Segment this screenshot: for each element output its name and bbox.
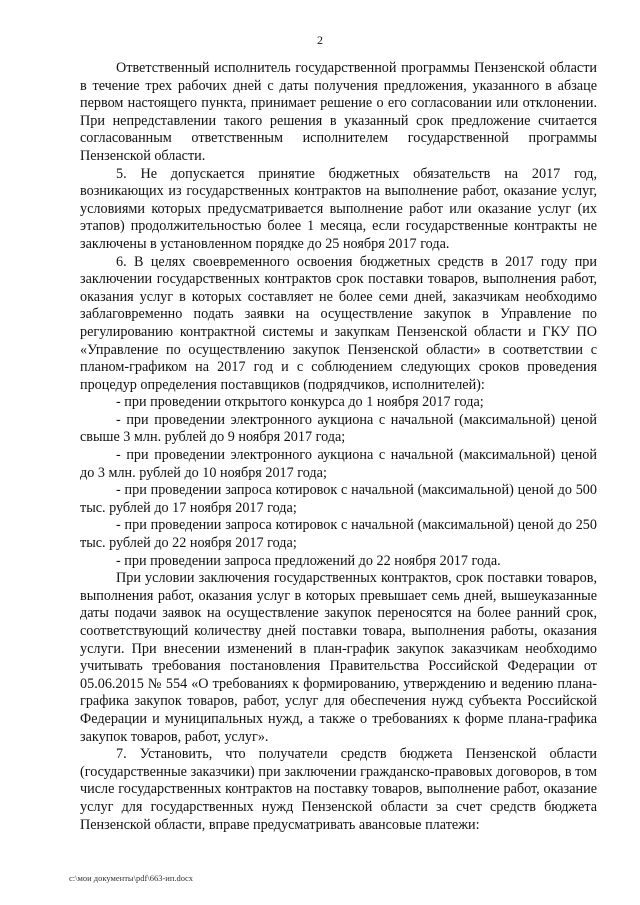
- paragraph-item-5: 5. Не допускается принятие бюджетных обязательств на 2017 год, возникающих из государственных контрактов на выполнение работ, оказание услуг, условиями которых предусматривается выполнение работ или оказание услуг (их этапов) продолжительностью более 1 месяца, если государственные контракты не заключены в установленном порядке до 25 ноября 2017 года.: [80, 165, 597, 252]
- paragraph-item-6: 6. В целях своевременного освоения бюджетных средств в 2017 году при заключении государственных контрактов срок поставки товаров, выполнения работ, оказания услуг в которых составляет не более семи дней, заказчикам необходимо заблаговременно подать заявки на осуществление закупок в Управление по регулированию контрактной системы и закупкам Пензенской области и ГКУ ПО «Управление по осуществлению закупок Пензенской области» в соответствии с планом-графиком на 2017 год и с соблюдением следующих сроков проведения процедур определения поставщиков (подрядчиков, исполнителей):: [80, 253, 597, 393]
- paragraph-deadline-shift: При условии заключения государственных контрактов, срок поставки товаров, выполнения работ, оказания услуг в которых превышает семь дней, вышеуказанные даты подачи заявок на осуществление закупок переносятся на более ранний срок, соответствующий количеству дней поставки товара, выполнения работы, оказания услуги. При внесении изменений в план-график закупок заказчикам необходимо учитывать требования постановления Правительства Российской Федерации от 05.06.2015 № 554 «О требованиях к формированию, утверждению и ведению плана-графика закупок товаров, работ, услуг для обеспечения нужд субъекта Российской Федерации и муниципальных нужд, а также о требованиях к форме плана-графика закупок товаров, работ, услуг».: [80, 570, 597, 745]
- list-item-quotes-250k: - при проведении запроса котировок с начальной (максимальной) ценой до 250 тыс. рублей до 22 ноября 2017 года;: [80, 517, 597, 552]
- paragraph-item-7: 7. Установить, что получатели средств бюджета Пензенской области (государственные заказчики) при заключении гражданско-правовых договоров, в том числе государственных контрактов на поставку товаров, выполнение работ, оказание услуг для государственных нужд Пензенской области за счет средств бюджета Пензенской области, вправе предусматривать авансовые платежи:: [80, 746, 597, 833]
- footer-file-path: c:\мои документы\pdf\663-ип.docx: [69, 873, 194, 883]
- document-body: [80, 60, 597, 834]
- list-item-auction-over-3m: - при проведении электронного аукциона с начальной (максимальной) ценой свыше 3 млн. рублей до 9 ноября 2017 года;: [80, 411, 597, 446]
- page-number: 2: [317, 33, 323, 47]
- list-item-quotes-500k: - при проведении запроса котировок с начальной (максимальной) ценой до 500 тыс. рублей до 17 ноября 2017 года;: [80, 482, 597, 516]
- list-item-proposals: - при проведении запроса предложений до 22 ноября 2017 года.: [116, 552, 501, 569]
- list-item-open-tender: - при проведении открытого конкурса до 1 ноября 2017 года;: [116, 394, 484, 411]
- list-item-auction-up-to-3m: - при проведении электронного аукциона с начальной (максимальной) ценой до 3 млн. рублей до 10 ноября 2017 года;: [80, 447, 597, 481]
- paragraph-approval-procedure: Ответственный исполнитель государственной программы Пензенской области в течение трех рабочих дней с даты получения предложения, указанного в абзаце первом настоящего пункта, принимает решение о его согласовании или отклонении. При непредставлении такого решения в указанный срок предложение считается согласованным ответственным исполнителем государственной программы Пензенской области.: [80, 60, 597, 164]
